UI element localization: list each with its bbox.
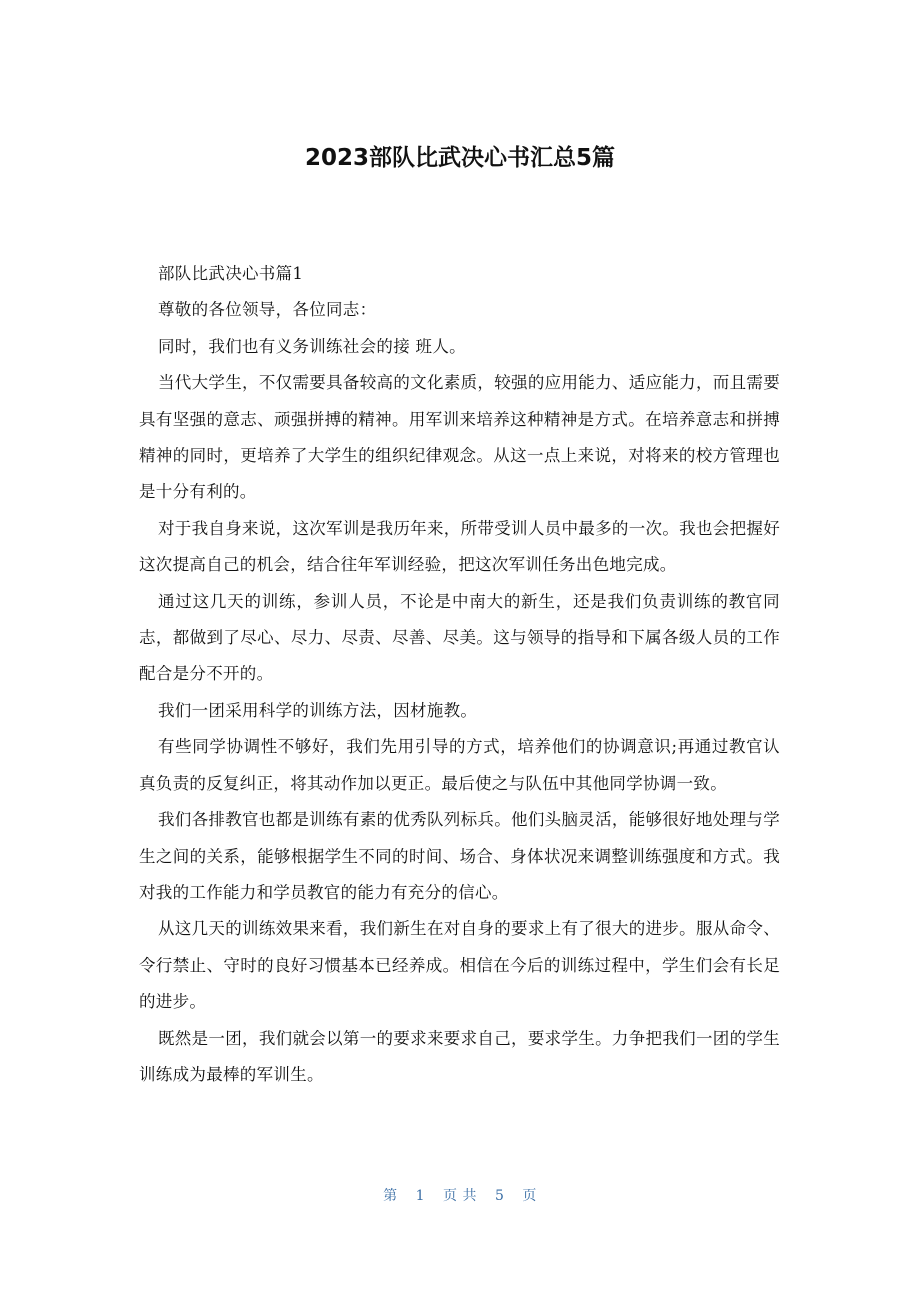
paragraph: 同时，我们也有义务训练社会的接 班人。 [158, 336, 466, 356]
paragraph: 对于我自身来说，这次军训是我历年来，所带受训人员中最多的一次。我也会把握好这次提高自己的机会，结合往年军训经验，把这次军训任务出色地完成。 [139, 518, 780, 575]
paragraph: 我们一团采用科学的训练方法，因材施教。 [158, 700, 478, 720]
paragraph: 当代大学生，不仅需要具备较高的文化素质，较强的应用能力、适应能力，而且需要具有坚强的意志、顽强拼搏的精神。用军训来培养这种精神是方式。在培养意志和拼搏精神的同时，更培养了大学生的组织纪律观念。从这一点上来说，对将来的校方管理也是十分有利的。 [139, 373, 780, 502]
current-page-number: 1 [415, 1188, 426, 1204]
document-body [139, 256, 780, 1093]
footer-middle: 页 共 [443, 1188, 477, 1204]
paragraph: 既然是一团，我们就会以第一的要求来要求自己，要求学生。力争把我们一团的学生训练成为最棒的军训生。 [139, 1028, 780, 1084]
total-pages-number: 5 [494, 1188, 505, 1204]
paragraph: 通过这几天的训练，参训人员，不论是中南大的新生，还是我们负责训练的教官同志，都做到了尽心、尽力、尽责、尽善、尽美。这与领导的指导和下属各级人员的工作配合是分不开的。 [139, 591, 780, 684]
salutation: 尊敬的各位领导，各位同志： [158, 300, 377, 320]
document-title: 2023部队比武决心书汇总5篇 [304, 145, 616, 171]
footer-prefix: 第 [383, 1188, 398, 1204]
page-number-footer [0, 1185, 920, 1205]
paragraph: 我们各排教官也都是训练有素的优秀队列标兵。他们头脑灵活，能够很好地处理与学生之间的关系，能够根据学生不同的时间、场合、身体状况来调整训练强度和方式。我对我的工作能力和学员教官的能力有充分的信心。 [139, 810, 780, 902]
section-heading: 部队比武决心书篇1 [158, 264, 304, 283]
paragraph: 从这几天的训练效果来看，我们新生在对自身的要求上有了很大的进步。服从命令、令行禁止、守时的良好习惯基本已经养成。相信在今后的训练过程中，学生们会有长足的进步。 [139, 919, 780, 1012]
paragraph: 有些同学协调性不够好，我们先用引导的方式，培养他们的协调意识;再通过教官认真负责的反复纠正，将其动作加以更正。最后使之与队伍中其他同学协调一致。 [139, 737, 780, 793]
footer-suffix: 页 [522, 1188, 537, 1204]
